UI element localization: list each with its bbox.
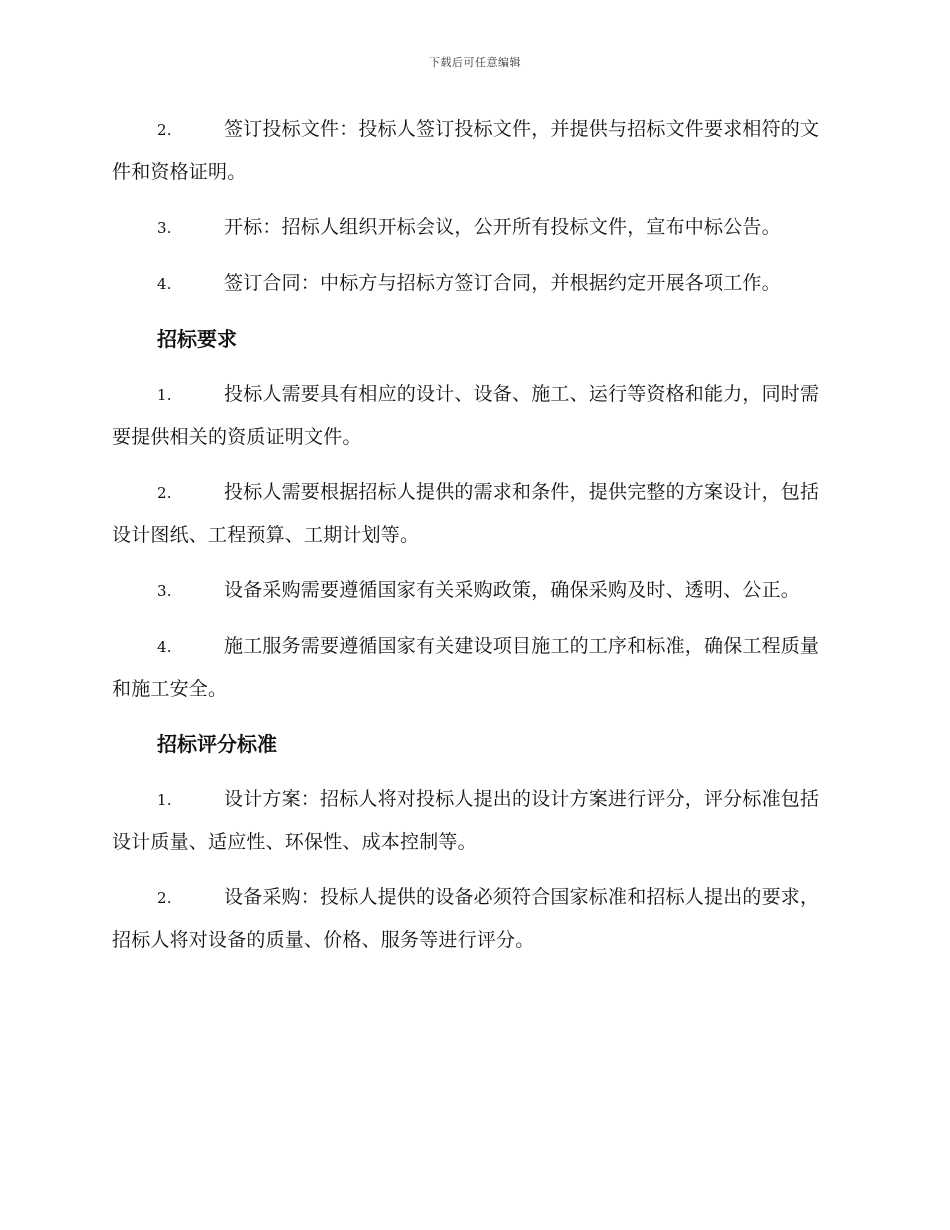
list-item-text: 签订投标文件：投标人签订投标文件，并提供与招标文件要求相符的文件和资格证明。 [112,118,820,183]
list-item-number: 4. [157,638,172,656]
list-item [112,876,834,961]
list-item [112,373,834,458]
document-body [112,108,834,974]
section-heading-requirements: 招标要求 [157,327,237,351]
list-item-number: 2. [157,484,172,502]
list-item-number: 2. [157,889,172,907]
list-item [112,625,834,710]
list-item-number: 3. [157,219,172,237]
list-item [112,569,834,612]
list-item-text: 施工服务需要遵循国家有关建设项目施工的工序和标准，确保工程质量和施工安全。 [112,635,820,700]
list-item-text: 设计方案：招标人将对投标人提出的设计方案进行评分，评分标准包括设计质量、适应性、环保性、成本控制等。 [112,788,820,853]
list-item-text: 开标：招标人组织开标会议，公开所有投标文件，宣布中标公告。 [224,216,781,238]
list-item-text: 签订合同：中标方与招标方签订合同，并根据约定开展各项工作。 [224,272,781,294]
list-item-text: 设备采购：投标人提供的设备必须符合国家标准和招标人提出的要求，招标人将对设备的质量、价格、服务等进行评分。 [112,886,820,951]
list-item-number: 4. [157,275,172,293]
list-item-text: 投标人需要具有相应的设计、设备、施工、运行等资格和能力，同时需要提供相关的资质证明文件。 [112,383,820,448]
section-heading-scoring-criteria: 招标评分标准 [157,732,277,756]
list-item-number: 1. [157,386,172,404]
list-item-text: 投标人需要根据招标人提供的需求和条件，提供完整的方案设计，包括设计图纸、工程预算、工期计划等。 [112,481,820,546]
list-item [112,778,834,863]
list-item [112,471,834,556]
list-item-number: 1. [157,791,172,809]
page-header-note: 下载后可任意编辑 [429,56,521,69]
list-item [112,262,834,305]
list-item [112,206,834,249]
list-item [112,108,834,193]
list-item-text: 设备采购需要遵循国家有关采购政策，确保采购及时、透明、公正。 [224,579,801,601]
list-item-number: 3. [157,582,172,600]
list-item-number: 2. [157,121,172,139]
